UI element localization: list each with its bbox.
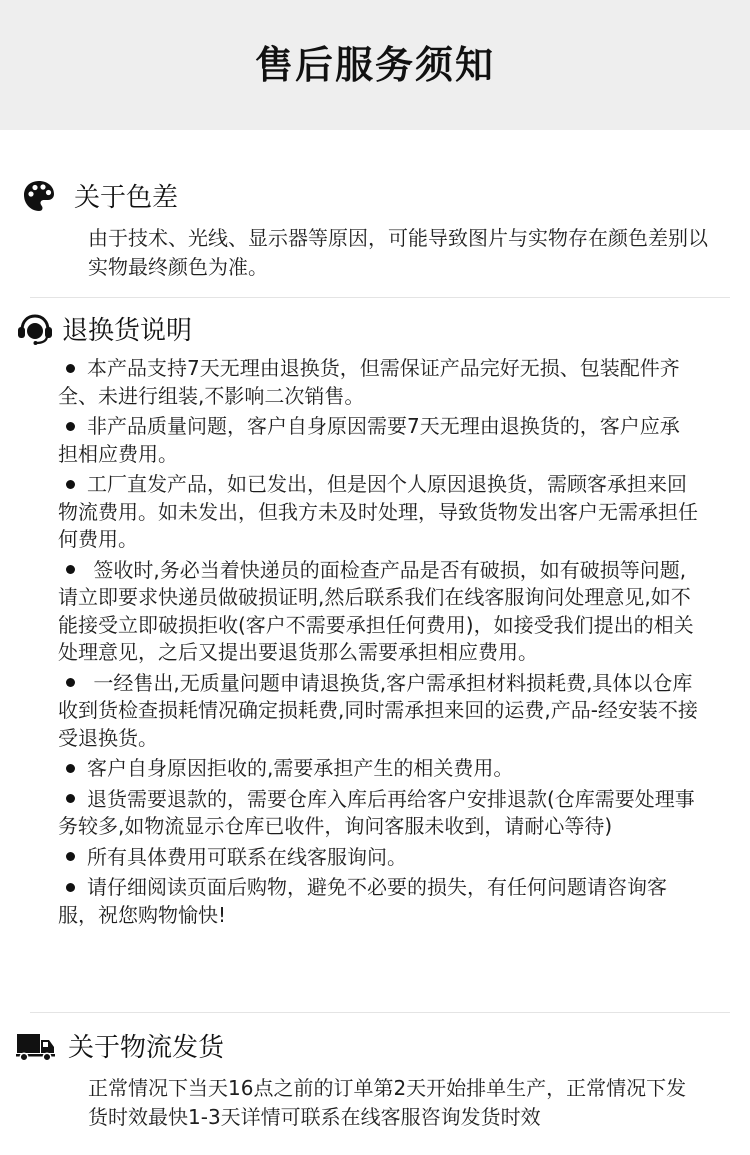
bullet-icon: [66, 364, 75, 373]
divider: [30, 297, 730, 298]
list-item: 所有具体费用可联系在线客服询问。: [58, 844, 698, 872]
list-item: 退货需要退款的，需要仓库入库后再给客户安排退款(仓库需要处理事务较多,如物流显示仓库已收件，询问客服未收到，请耐心等待): [58, 786, 695, 838]
bullet-icon: [66, 852, 75, 861]
page-title: 售后服务须知: [254, 42, 495, 87]
list-item: 非产品质量问题，客户自身原因需要7天无理由退换货的，客户应承担相应费用。: [58, 414, 680, 466]
section-shipping-title: 关于物流发货: [68, 1033, 225, 1063]
header-banner: [0, 0, 750, 130]
section-color-title: 关于色差: [74, 183, 179, 213]
list-item: 本产品支持7天无理由退换货，但需保证产品完好无损、包装配件齐全、未进行组装,不影响二次销售。: [58, 356, 680, 408]
bullet-icon: [66, 678, 75, 687]
return-policy-list: [58, 355, 698, 932]
section-color-text: 由于技术、光线、显示器等原因，可能导致图片与实物存在颜色差别以实物最终颜色为准。: [88, 226, 708, 279]
section-shipping-text: 正常情况下当天16点之前的订单第2天开始排单生产，正常情况下发货时效最快1-3天详情可联系在线客服咨询发货时效: [88, 1076, 687, 1129]
section-color-header: [22, 177, 178, 214]
section-return-header: [16, 310, 192, 347]
list-item: 请仔细阅读页面后购物，避免不必要的损失，有任何问题请咨询客服，祝您购物愉快!: [58, 875, 667, 927]
palette-icon: [22, 179, 56, 213]
divider: [30, 1012, 730, 1013]
bullet-icon: [66, 422, 75, 431]
headset-icon: [16, 312, 50, 346]
bullet-icon: [66, 565, 75, 574]
bullet-icon: [66, 480, 75, 489]
bullet-icon: [66, 794, 75, 803]
bullet-icon: [66, 883, 75, 892]
bullet-icon: [66, 764, 75, 773]
list-item: 客户自身原因拒收的,需要承担产生的相关费用。: [58, 755, 698, 783]
section-shipping-header: [16, 1027, 224, 1064]
truck-icon: [16, 1029, 56, 1063]
list-item: 一经售出,无质量问题申请退换货,客户需承担材料损耗费,具体以仓库收到货检查损耗情况确定损耗费,同时需承担来回的运费,产品-经安装不接受退换货。: [58, 670, 698, 750]
list-item: 工厂直发产品，如已发出，但是因个人原因退换货，需顾客承担来回物流费用。如未发出，但我方未及时处理，导致货物发出客户无需承担任何费用。: [58, 472, 698, 551]
section-return-title: 退换货说明: [62, 316, 193, 346]
list-item: 签收时,务必当着快递员的面检查产品是否有破损，如有破损等问题,请立即要求快递员做破损证明,然后联系我们在线客服询问处理意见,如不能接受立即破损拒收(客户不需要承担任何费用)，如接受我们提出的相关处理意见，之后又提出要退货那么需要承担相应费用。: [58, 557, 694, 664]
